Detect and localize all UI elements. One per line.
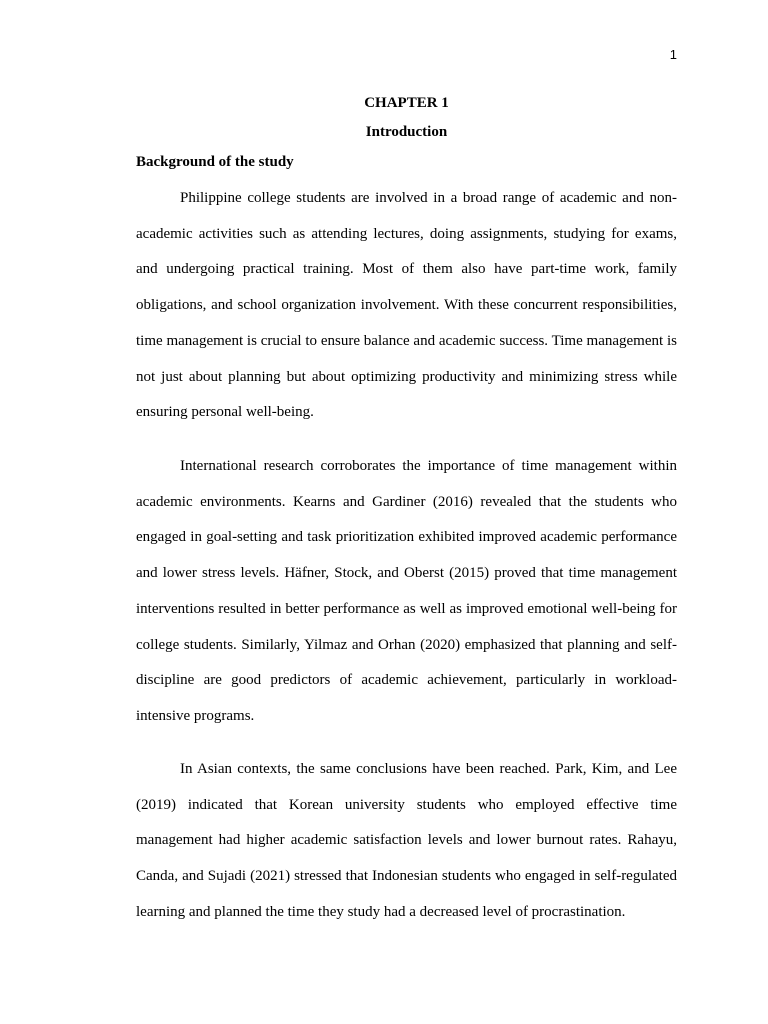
paragraph-asian-contexts: In Asian contexts, the same conclusions have been reached. Park, Kim, and Lee (2019) indicated that Korean university students who employed effective time management had higher academic satisfaction levels and lower burnout rates. Rahayu, Canda, and Sujadi (2021) stressed that Indonesian students who engaged in self-regulated learning and planned the time they study had a decreased level of procrastination. <box>136 761 677 920</box>
subheading-background: Background of the study <box>136 154 294 170</box>
paragraph-international-research: International research corroborates the importance of time management within academic environments. Kearns and Gardiner (2016) revealed that the students who engaged in goal-setting and task prioritization exhibited improved academic performance and lower stress levels. Häfner, Stock, and Oberst (2015) proved that time management interventions resulted in better performance as well as improved emotional well-being for college students. Similarly, Yilmaz and Orhan (2020) emphasized that planning and self-discipline are good predictors of academic achievement, particularly in workload-intensive programs. <box>136 458 677 724</box>
section-title: Introduction <box>365 124 448 140</box>
page-number: 1 <box>669 47 677 62</box>
chapter-title: CHAPTER 1 <box>364 95 449 111</box>
paragraph-philippine-students: Philippine college students are involved in a broad range of academic and non-academic activities such as attending lectures, doing assignments, studying for exams, and undergoing practical training. Most of them also have part-time work, family obligations, and school organization involvement. With these concurrent responsibilities, time management is crucial to ensure balance and academic success. Time management is not just about planning but about optimizing productivity and minimizing stress while ensuring personal well-being. <box>136 190 677 421</box>
